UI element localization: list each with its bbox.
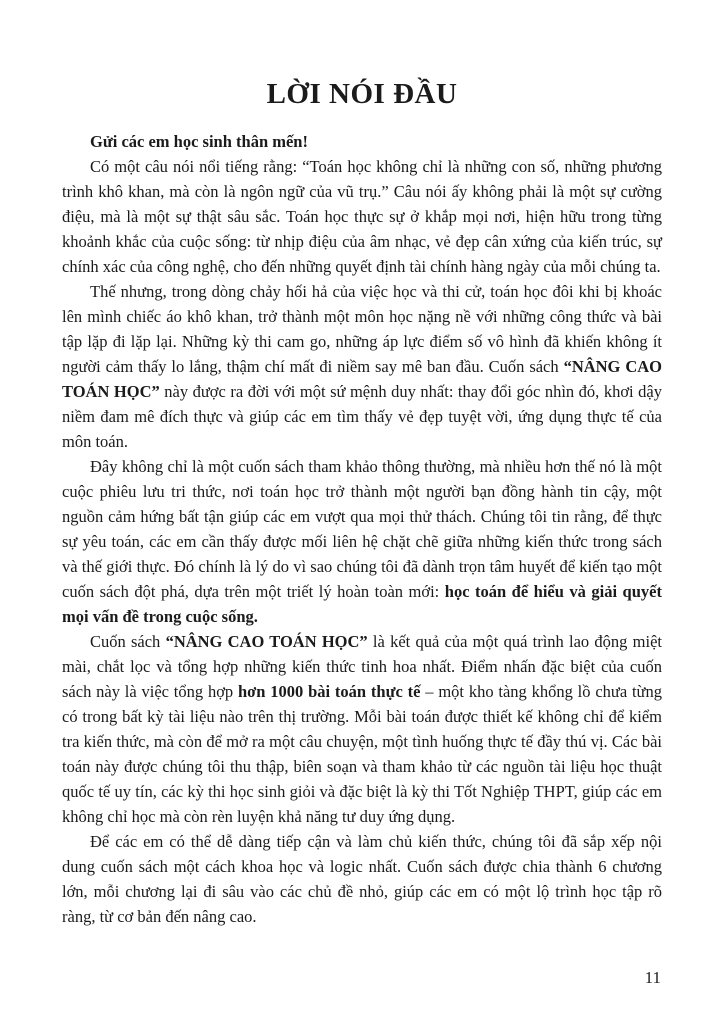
paragraph-5 [62, 829, 662, 929]
paragraph-1 [62, 154, 662, 279]
text-run: là kết quả của một quá trình lao động miệt mài, chắt lọc và tổng hợp những kiến thức tinh hoa nhất. Điểm nhấn đặc biệt của cuốn sách này là việc tổng hợp [62, 632, 662, 702]
problem-count-emphasis: hơn 1000 bài toán thực tế [237, 682, 421, 702]
text-run: Có một câu nói nổi tiếng rằng: “Toán học không chỉ là những con số, những phương trình khô khan, mà còn là ngôn ngữ của vũ trụ.” Câu nói ấy không phải là một sự cường điệu, mà là một sự thật sâu sắc. Toán học thực sự ở khắp mọi nơi, hiện hữu trong từng khoảnh khắc của cuộc sống: từ nhịp điệu của âm nhạc, vẻ đẹp cân xứng của kiến trúc, sự chính xác của công nghệ, cho đến những quyết định tài chính hàng ngày của mỗi chúng ta. [62, 157, 662, 277]
text-run: Thế nhưng, trong dòng chảy hối hả của việc học và thi cử, toán học đôi khi bị khoác lên mình chiếc áo khô khan, trở thành một môn học nặng nề với những công thức và bài tập lặp đi lặp lại. Những kỳ thi cam go, những áp lực điểm số vô hình đã khiến không ít người cảm thấy lo lắng, thậm chí mất đi niềm say mê ban đầu. Cuốn sách [62, 282, 662, 377]
salutation: Gửi các em học sinh thân mến! [90, 132, 308, 152]
book-title-emphasis: “NÂNG CAO TOÁN HỌC” [165, 632, 368, 652]
text-run: Để các em có thể dễ dàng tiếp cận và làm chủ kiến thức, chúng tôi đã sắp xếp nội dung cuốn sách một cách khoa học và logic nhất. Cuốn sách được chia thành 6 chương lớn, mỗi chương lại đi sâu vào các chủ đề nhỏ, giúp các em có một lộ trình học tập rõ ràng, từ cơ bản đến nâng cao. [62, 832, 662, 927]
text-run: Cuốn sách [90, 632, 166, 652]
page-number: 11 [644, 968, 661, 987]
paragraph-4 [62, 629, 662, 829]
paragraph-3 [62, 454, 662, 629]
philosophy-emphasis: học toán để hiểu và giải quyết mọi vấn đề trong cuộc sống. [62, 582, 662, 627]
page-title: LỜI NÓI ĐẦU [266, 78, 458, 110]
text-run: – một kho tàng khổng lồ chưa từng có trong bất kỳ tài liệu nào trên thị trường. Mỗi bài toán được thiết kế không chỉ để kiểm tra kiến thức, mà còn để mở ra một câu chuyện, một tình huống thực tế đầy thú vị. Các bài toán này được chúng tôi thu thập, biên soạn và tham khảo từ các nguồn tài liệu học thuật quốc tế uy tín, các kỳ thi học sinh giỏi và đặc biệt là kỳ thi Tốt Nghiệp THPT, giúp các em không chỉ học mà còn rèn luyện khả năng tư duy ứng dụng. [62, 682, 663, 827]
book-title-emphasis: “NÂNG CAO TOÁN HỌC” [62, 357, 662, 402]
text-run: này được ra đời với một sứ mệnh duy nhất: thay đổi góc nhìn đó, khơi dậy niềm đam mê đích thực và giúp các em tìm thấy vẻ đẹp tuyệt vời, ứng dụng thực tế của môn toán. [62, 382, 662, 452]
paragraph-2 [62, 279, 662, 454]
text-run: Đây không chỉ là một cuốn sách tham khảo thông thường, mà nhiều hơn thế nó là một cuộc phiêu lưu tri thức, nơi toán học trở thành một người bạn đồng hành tin cậy, một nguồn cảm hứng bất tận giúp các em vượt qua mọi thử thách. Chúng tôi tin rằng, để thực sự yêu toán, các em cần thấy được mối liên hệ chặt chẽ giữa những kiến thức trong sách và thế giới thực. Đó chính là lý do vì sao chúng tôi đã dành trọn tâm huyết để kiến tạo một cuốn sách đột phá, dựa trên một triết lý hoàn toàn mới: [62, 457, 662, 602]
